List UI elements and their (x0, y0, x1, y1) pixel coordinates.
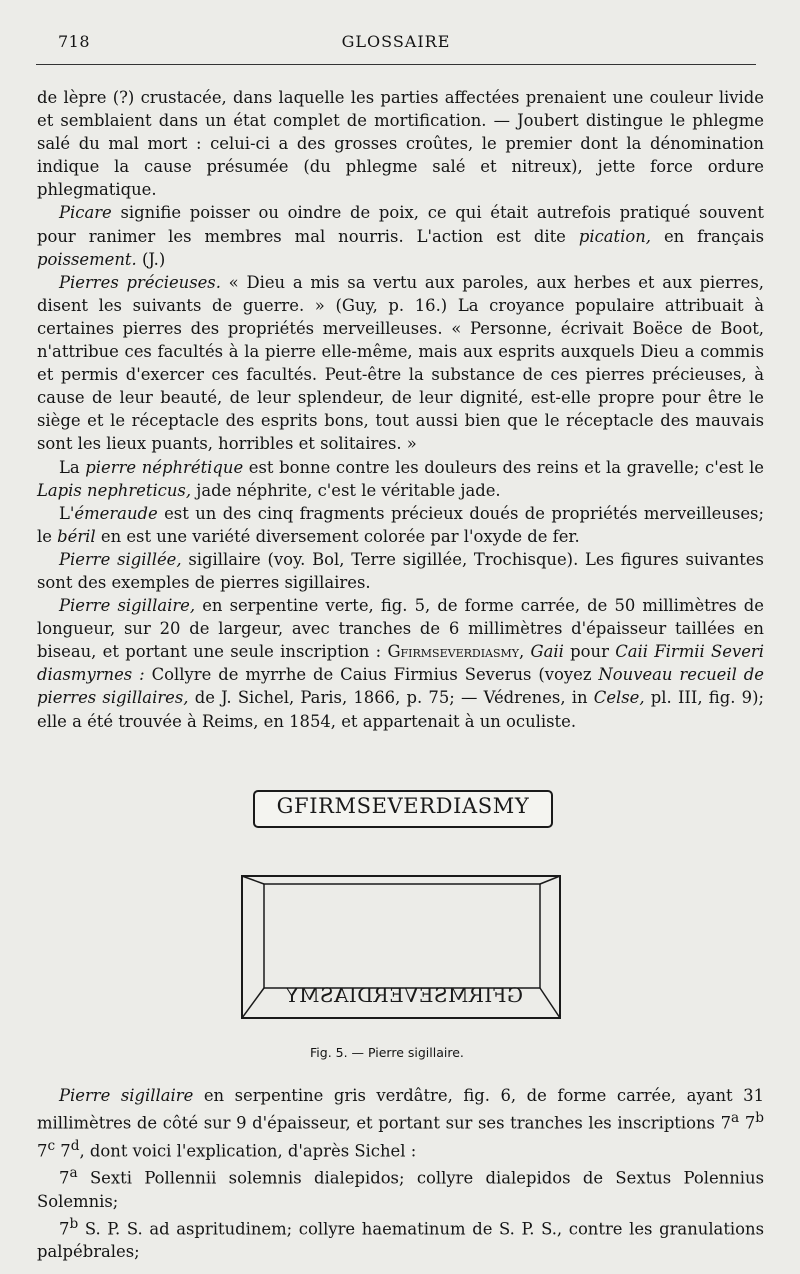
paragraph-text: de lèpre (?) crustacée, dans laquelle les parties affectées prenaient une couleur livide et semblaient dans un état complet de mortification. — Joubert distingue le phlegme salé du mal mort : celui-ci a des grosses croûtes, le premier dont la dénomination indique la cause présumée (du phlegme salé et nitreux), jette force ordure phlegmatique. (37, 88, 764, 200)
page-header (36, 30, 756, 60)
inscription-number: 7 (59, 1219, 70, 1239)
paragraph-emeraude (37, 502, 764, 548)
superscript: b (69, 1215, 79, 1232)
paragraph-text: La (59, 457, 86, 477)
paragraph-text: 7 (55, 1141, 71, 1161)
paragraph-text: est bonne contre les douleurs des reins et la gravelle; c'est le (243, 457, 765, 477)
term: Caii Firmii Severi diasmyrnes : (37, 642, 764, 685)
superscript: b (755, 1110, 764, 1127)
term: Nouveau recueil de pierres sigillaires, (37, 665, 764, 708)
paragraph-picare (37, 201, 764, 270)
paragraph-text: Collyre de myrrhe de Caius Firmius Severus (voyez (144, 665, 599, 685)
body-text-upper (37, 86, 764, 733)
paragraph-text: en français (650, 226, 764, 246)
term: poissement. (37, 249, 137, 269)
stamp-inscription: GFIRMSEVERDIASMY (276, 794, 530, 818)
term: Lapis nephreticus, (37, 480, 192, 500)
paragraph-text: Sexti Pollennii solemnis dialepidos; collyre dialepidos de Sextus Polennius Solemnis; (37, 1168, 764, 1211)
paragraph-text: en est une variété diversement colorée par l'oxyde de fer. (95, 526, 580, 546)
paragraph-text: « Dieu a mis sa vertu aux paroles, aux herbes et aux pierres, disent les suivants de guerre. » (Guy, p. 16.) La croyance populaire attribuait à certaines pierres des propriétés merveilleuses. « Personne, écrivait Boëce de Boot, n'attribue ces facultés à la pierre elle-même, mais aux esprits auxquels Dieu a commis et permis d'exercer ces facultés. Peut-être la substance de ces pierres précieuses, à cause de leur beauté, de leur splendeur, de leur dignité, est-elle propre pour être le siège et le réceptacle des esprits bons, tout aussi bien que le réceptacle des mauvais sont les lieux puants, horribles et solitaires. » (37, 272, 764, 454)
term: Pierres précieuses. (59, 272, 221, 292)
figure-caption: Fig. 5. — Pierre sigillaire. (310, 1045, 464, 1060)
term: béril (57, 526, 96, 546)
paragraph-inscription-7a (37, 1162, 764, 1213)
term: Pierre sigillaire (59, 1086, 194, 1105)
inscription-small-caps: Gfirmseverdiasmy (387, 642, 520, 662)
paragraph-text: de J. Sichel, Paris, 1866, p. 75; — Védrenes, in (188, 688, 594, 708)
term: Gaii (530, 642, 564, 662)
paragraph-text: en serpentine verte, fig. 5, de forme carrée, de 50 millimètres de longueur, sur 20 de largeur, avec tranches de 6 millimètres d'épaisseur taillées en biseau, et portant une seule inscription : (37, 596, 764, 662)
paragraph-pierre-sigillee (37, 548, 764, 594)
paragraph-text: (J.) (136, 249, 166, 269)
paragraph-text: jade néphrite, c'est le véritable jade. (191, 480, 501, 500)
term: Pierre sigillée, (59, 549, 182, 569)
superscript: c (47, 1137, 56, 1154)
paragraph-text: 7 (37, 1141, 48, 1161)
paragraph-text: pour (563, 642, 616, 662)
term: pication, (578, 226, 651, 246)
paragraph-text: L' (59, 503, 75, 523)
body-text-lower (37, 1084, 764, 1264)
paragraph-pierre-sigillaire-1 (37, 594, 764, 733)
paragraph-lepre (37, 86, 764, 201)
paragraph-text: , (519, 642, 531, 662)
paragraph-text: pl. III, fig. 9); elle a été trouvée à Reims, en 1854, et appartenait à un oculiste. (37, 688, 765, 731)
stone-mirrored-inscription: GFIRMSEVERDIASMY (285, 983, 523, 1007)
paragraph-inscription-7b (37, 1213, 764, 1264)
term: Pierre sigillaire, (59, 596, 196, 616)
paragraph-text: S. P. S. ad aspritudinem; collyre haematinum de S. P. S., contre les granulations palpébrales; (37, 1219, 764, 1262)
paragraph-pierre-sigillaire-2 (37, 1084, 764, 1162)
paragraph-pierre-nephretique (37, 456, 764, 502)
paragraph-text: en serpentine gris verdâtre, fig. 6, de forme carrée, ayant 31 millimètres de côté sur 9 d'épaisseur, et portant sur ses tranches les inscriptions 7 (37, 1086, 764, 1133)
figure-5-stone (240, 868, 566, 1024)
paragraph-text: sigillaire (voy. Bol, Terre sigillée, Trochisque). Les figures suivantes sont des exemples de pierres sigillaires. (37, 549, 764, 592)
superscript: a (69, 1165, 78, 1182)
term: Picare (59, 203, 112, 223)
stamp-inscription-figure (253, 790, 553, 830)
superscript: d (70, 1137, 80, 1154)
paragraph-pierres-precieuses (37, 271, 764, 456)
inscription-number: 7 (59, 1168, 70, 1188)
running-title: GLOSSAIRE (341, 32, 451, 51)
term: pierre néphrétique (85, 457, 244, 477)
paragraph-text: 7 (739, 1113, 756, 1133)
paragraph-text: signifie poisser ou oindre de poix, ce qui était autrefois pratiqué souvent pour ranimer les membres mal nourris. L'action est dite (37, 203, 764, 246)
term: émeraude (74, 503, 158, 523)
paragraph-text: est un des cinq fragments précieux doués de propriétés merveilleuses; le (37, 503, 764, 546)
header-rule (36, 64, 756, 65)
page-number: 718 (58, 32, 91, 51)
paragraph-text: , dont voici l'explication, d'après Sichel : (79, 1141, 417, 1161)
superscript: a (731, 1110, 740, 1127)
term: Celse, (593, 688, 645, 708)
